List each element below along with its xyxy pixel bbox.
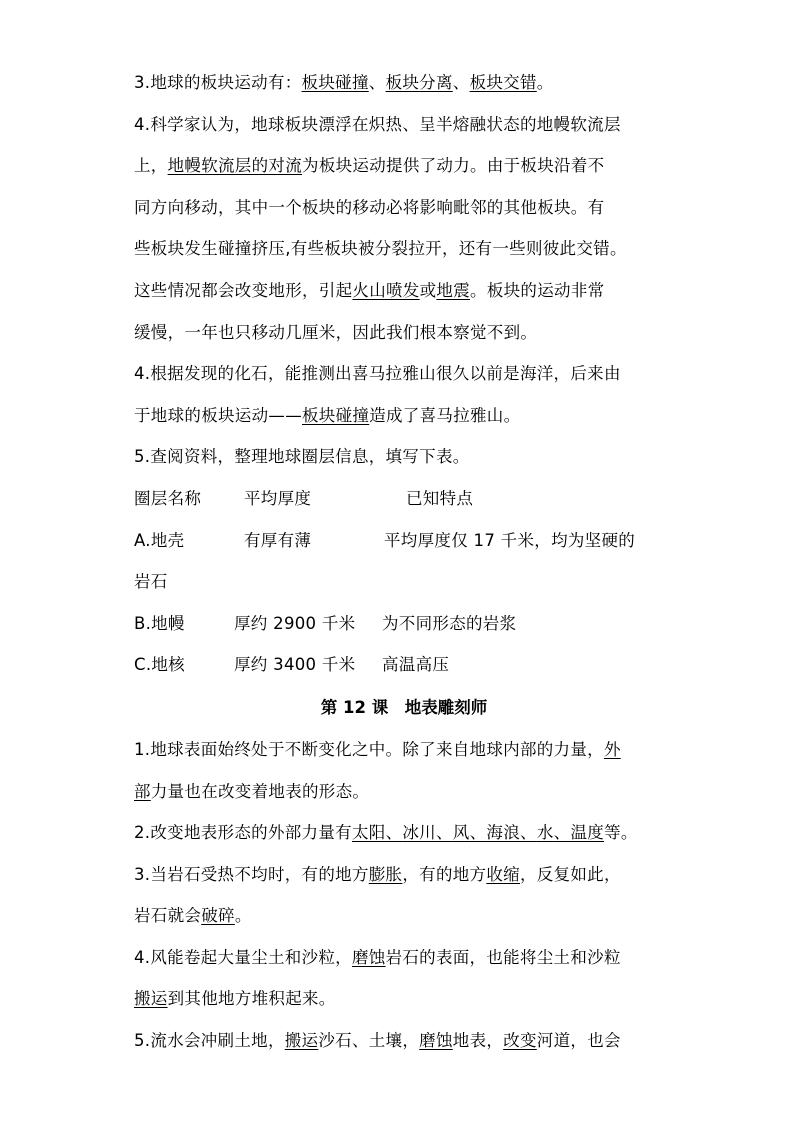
text: 到其他地方堆积起来。 xyxy=(167,989,336,1009)
answer-contract: 收缩 xyxy=(486,864,520,884)
text: 2.改变地表形态的外部力量有 xyxy=(134,823,352,843)
text: 、 xyxy=(368,73,386,92)
text: 。 xyxy=(234,906,252,926)
text: 地表， xyxy=(452,1031,504,1051)
l11-q3 xyxy=(134,62,674,104)
text: 4.风能卷起大量尘土和沙粒， xyxy=(134,947,352,967)
sep: 、 xyxy=(520,823,537,843)
l12-q2 xyxy=(134,812,674,854)
force-item: 太阳 xyxy=(351,823,386,843)
text: 3.当岩石受热不均时，有的地方 xyxy=(134,864,369,884)
row-name: B.地幔 xyxy=(134,613,185,633)
document-page xyxy=(134,62,674,1062)
table-row xyxy=(134,644,674,686)
row-feature: 平均厚度仅 17 千米，均为坚硬的 xyxy=(384,530,636,550)
row-thickness: 厚约 2900 千米 xyxy=(234,613,356,633)
sep: 、 xyxy=(553,823,571,843)
l11-q5-intro: 5.查阅资料，整理地球圈层信息，填写下表。 xyxy=(134,447,470,467)
l11-q4b-line2 xyxy=(134,395,674,437)
header-feature: 已知特点 xyxy=(406,488,474,508)
l11-q4a-line2 xyxy=(134,145,674,187)
answer-earthquake: 地震 xyxy=(436,280,471,300)
text: 河道，也会 xyxy=(536,1031,621,1051)
l11-q4a-line5 xyxy=(134,270,674,312)
text: 上， xyxy=(134,156,168,176)
answer-change: 改变 xyxy=(503,1031,537,1051)
l11-q4a-line4: 些板块发生碰撞挤压,有些板块被分裂拉开，还有一些则彼此交错。 xyxy=(134,239,627,259)
table-row xyxy=(134,603,674,645)
table-row xyxy=(134,520,674,562)
l11-q4a-line3: 同方向移动，其中一个板块的移动必将影响毗邻的其他板块。有 xyxy=(134,197,605,217)
l12-q4-line1 xyxy=(134,937,674,979)
answer-expand: 膨胀 xyxy=(368,864,403,884)
row-thickness: 有厚有薄 xyxy=(244,530,312,550)
text: 等。 xyxy=(604,823,638,843)
row-feature: 为不同形态的岩浆 xyxy=(382,613,517,633)
l12-q3-line1 xyxy=(134,854,674,896)
text: 或 xyxy=(419,280,437,300)
answer-plate-separation: 板块分离 xyxy=(385,73,453,92)
table-header xyxy=(134,478,674,520)
answer-transport: 搬运 xyxy=(284,1031,319,1051)
answer-plate-collision: 板块碰撞 xyxy=(302,405,370,425)
text: 、 xyxy=(452,73,470,92)
l12-q1-line1 xyxy=(134,729,674,771)
text: 这些情况都会改变地形，引起 xyxy=(134,280,353,300)
row-name: C.地核 xyxy=(134,655,185,675)
text: 。板块的运动非常 xyxy=(470,280,605,300)
text: 为板块运动提供了动力。由于板块沿着不 xyxy=(302,156,605,176)
text: 岩石就会 xyxy=(134,906,202,926)
l12-q3-line2 xyxy=(134,895,674,937)
answer-mantle-convection: 地幔软流层的对流 xyxy=(167,156,303,176)
l11-q4b-line1: 4.根据发现的化石，能推测出喜马拉雅山很久以前是海洋，后来由 xyxy=(134,364,621,384)
sep: 、 xyxy=(435,823,453,843)
text: ，有的地方 xyxy=(402,864,487,884)
text: 沙石、土壤， xyxy=(318,1031,420,1051)
text: 1.地球表面始终处于不断变化之中。除了来自地球内部的力量， xyxy=(134,739,604,759)
force-item: 冰川 xyxy=(402,823,436,843)
answer-external-forces xyxy=(352,823,604,842)
text: 5.流水会冲刷土地， xyxy=(134,1031,285,1051)
answer-break: 破碎 xyxy=(201,906,235,926)
row-thickness: 厚约 3400 千米 xyxy=(234,655,356,675)
answer-plate-transform: 板块交错 xyxy=(469,73,537,92)
l11-q4a-line1: 4.科学家认为，地球板块漂浮在炽热、呈半熔融状态的地幔软流层 xyxy=(134,114,621,134)
answer-external: 外 xyxy=(603,739,621,759)
row-feature: 高温高压 xyxy=(382,655,450,675)
text: 岩石的表面，也能将尘土和沙粒 xyxy=(385,947,621,967)
answer-erode: 磨蚀 xyxy=(351,947,386,967)
text: 力量也在改变着地表的形态。 xyxy=(150,781,370,801)
text: 3.地球的板块运动有： xyxy=(134,73,302,92)
text: 造成了喜马拉雅山。 xyxy=(369,405,521,425)
l11-q4a-line6: 缓慢，一年也只移动几厘米，因此我们根本察觉不到。 xyxy=(134,322,538,342)
sep: 、 xyxy=(385,823,403,843)
answer-plate-collision: 板块碰撞 xyxy=(301,73,369,92)
force-item: 海浪 xyxy=(486,823,521,843)
answer-erode: 磨蚀 xyxy=(419,1031,453,1051)
sep: 、 xyxy=(469,823,487,843)
row-name: A.地壳 xyxy=(134,530,185,550)
header-layer-name: 圈层名称 xyxy=(134,488,202,508)
text: 。 xyxy=(536,73,554,92)
l12-q1-line2 xyxy=(134,771,674,813)
answer-transport: 搬运 xyxy=(134,989,168,1009)
text: 于地球的板块运动—— xyxy=(134,405,302,425)
l12-q5-line1 xyxy=(134,1020,674,1062)
lesson-title: 第 12 课 地表雕刻师 xyxy=(320,697,488,717)
force-item: 温度 xyxy=(570,823,605,843)
header-thickness: 平均厚度 xyxy=(244,488,312,508)
table-row-continuation: 岩石 xyxy=(134,572,168,592)
force-item: 风 xyxy=(452,823,470,843)
answer-volcano: 火山喷发 xyxy=(352,280,420,300)
force-item: 水 xyxy=(536,823,554,843)
l12-q4-line2 xyxy=(134,978,674,1020)
text: ，反复如此， xyxy=(519,864,621,884)
answer-external: 部 xyxy=(134,781,151,801)
